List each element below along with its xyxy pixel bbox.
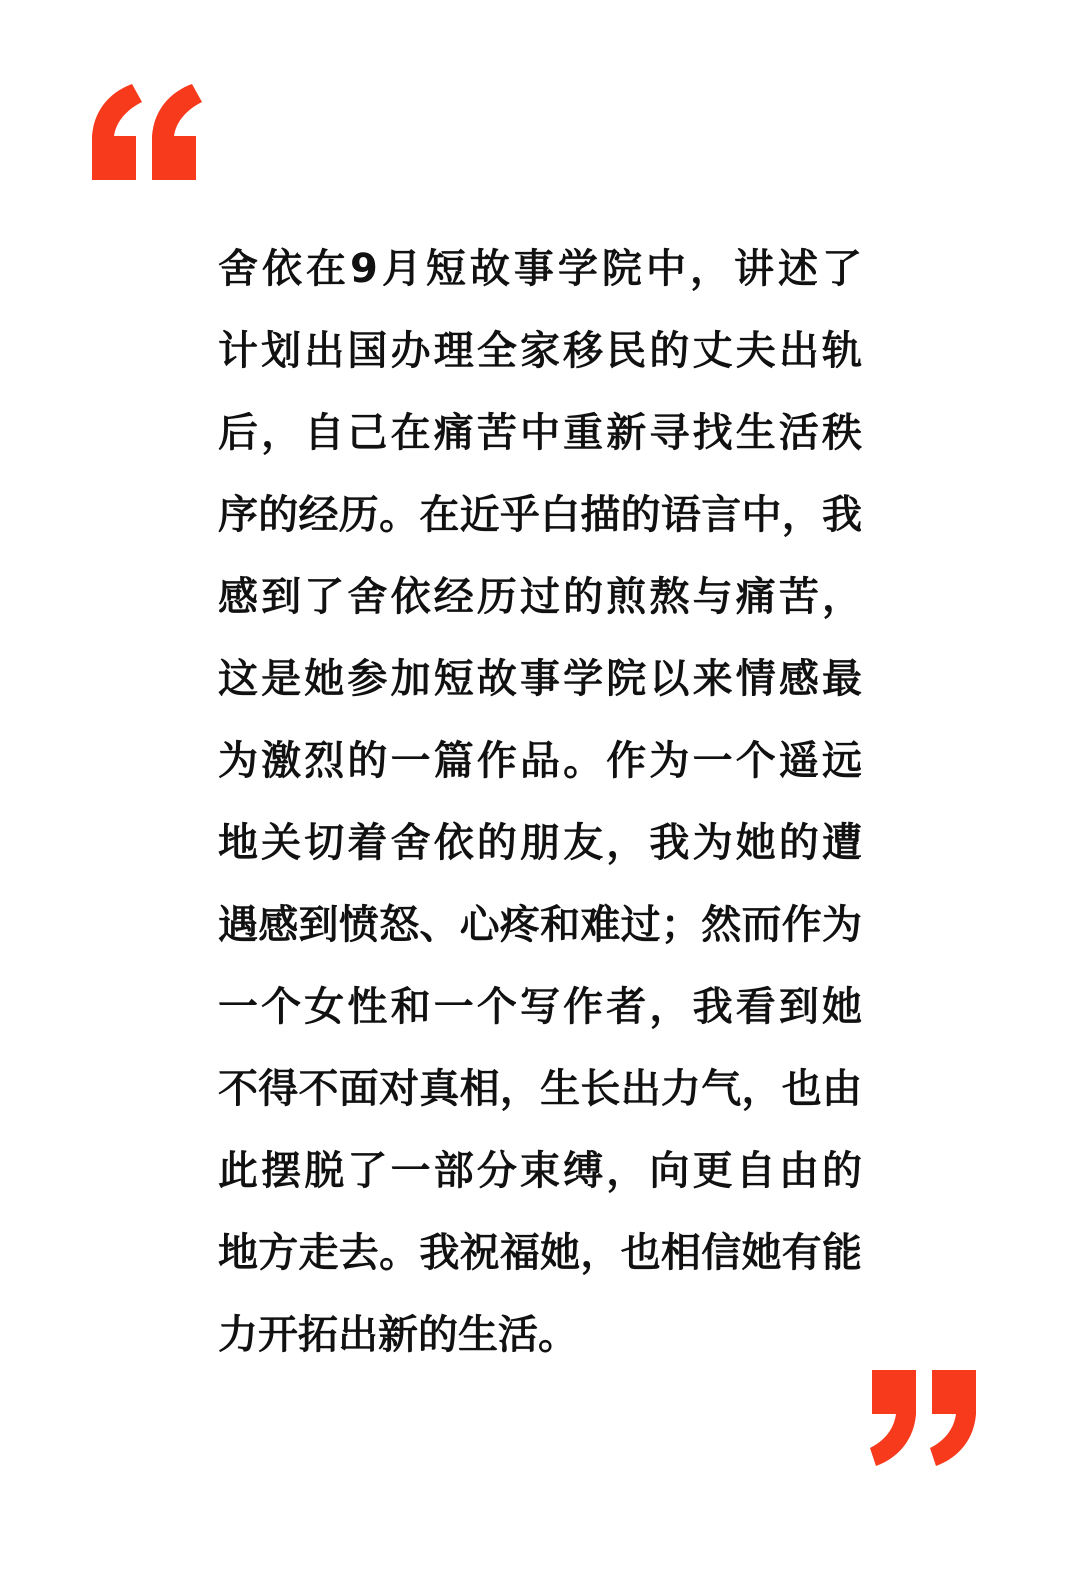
open-quote-icon (90, 82, 208, 182)
close-quote-right-glyph (930, 1370, 976, 1466)
text-line: 舍依在9月短故事学院中，讲述了 (218, 246, 862, 292)
quote-body (218, 228, 862, 1376)
text-line: 计划出国办理全家移民的丈夫出轨 (218, 328, 862, 374)
text-line: 序的经历。在近乎白描的语言中，我 (218, 492, 862, 538)
text-line: 此摆脱了一部分束缚，向更自由的 (218, 1148, 862, 1194)
text-line: 不得不面对真相，生长出力气，也由 (218, 1066, 862, 1112)
open-quote-left-glyph (92, 84, 142, 180)
text-line: 为激烈的一篇作品。作为一个遥远 (218, 738, 862, 784)
text-line: 这是她参加短故事学院以来情感最 (218, 656, 862, 702)
text-line: 遇感到愤怒、心疼和难过；然而作为 (218, 902, 862, 948)
close-quote-left-glyph (870, 1370, 916, 1466)
text-line-last: 力开拓出新的生活。 (218, 1312, 578, 1358)
close-quote-icon (870, 1368, 988, 1468)
text-line: 后，自己在痛苦中重新寻找生活秩 (218, 410, 862, 456)
text-line: 地关切着舍依的朋友，我为她的遭 (218, 820, 862, 866)
text-line: 地方走去。我祝福她，也相信她有能 (218, 1230, 862, 1276)
open-quote-right-glyph (152, 84, 202, 180)
text-line: 感到了舍依经历过的煎熬与痛苦， (218, 574, 862, 620)
text-line: 一个女性和一个写作者，我看到她 (218, 984, 862, 1030)
